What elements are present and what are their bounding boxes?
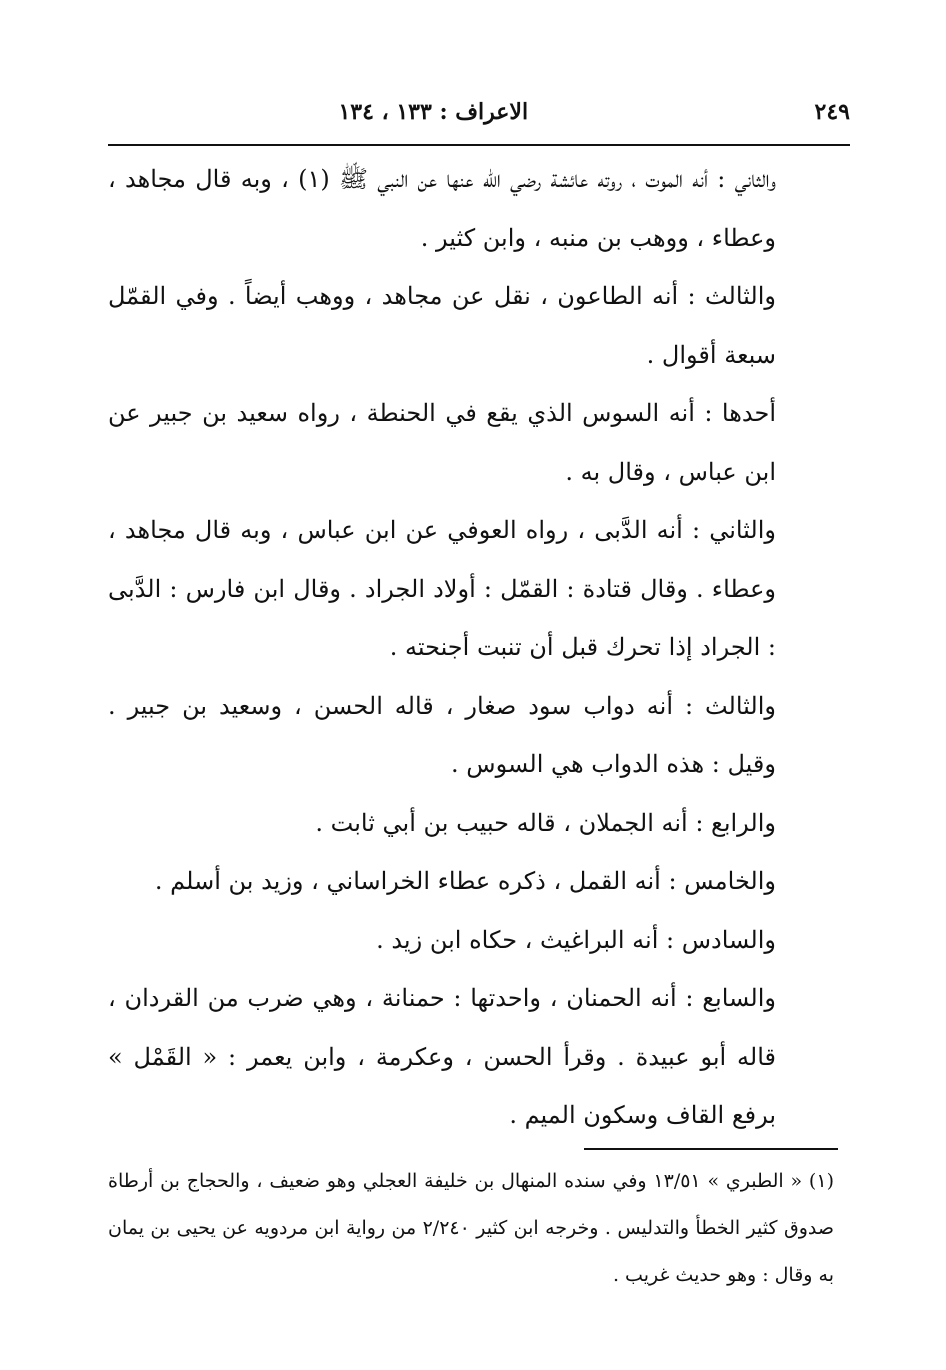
paragraph: والثاني : أنه الموت ، روته عائشة رضي الله عنها عن النبي ﷺ (١) ، وبه قال مجاهد ، وعطاء ، ووهب بن منبه ، وابن كثير . xyxy=(108,165,776,252)
paragraph: والسابع : أنه الحمنان ، واحدتها : حمنانة ، وهي ضرب من القردان ، قاله أبو عبيدة . وقرأ الحسن ، وعكرمة ، وابن يعمر : « القَمْل » برفع القاف وسكون الميم . xyxy=(108,984,776,1129)
header-rule xyxy=(108,144,850,146)
footnote-block xyxy=(108,1158,834,1299)
paragraph: والثاني : أنه الدَّبى ، رواه العوفي عن ابن عباس ، وبه قال مجاهد ، وعطاء . وقال قتادة : القمّل : أولاد الجراد . وقال ابن فارس : الدَّبى : الجراد إذا تحرك قبل أن تنبت أجنحته . xyxy=(108,516,776,661)
footnote: (١) « الطبري » ١٣/٥١ وفي سنده المنهال بن خليفة العجلي وهو ضعيف ، والحجاج بن أرطاة صدوق كثير الخطأ والتدليس . وخرجه ابن كثير ٢/٢٤٠ من رواية ابن مردويه عن يحيى بن يمان به وقال : وهو حديث غريب . xyxy=(108,1170,834,1286)
paragraph: والسادس : أنه البراغيث ، حكاه ابن زيد . xyxy=(376,925,776,954)
footnote-rule xyxy=(584,1148,838,1150)
running-header xyxy=(112,92,850,132)
page-number: ٢٤٩ xyxy=(814,99,850,125)
main-text xyxy=(108,150,838,1145)
paragraph: والثالث : أنه دواب سود صغار ، قاله الحسن ، وسعيد بن جبير . وقيل : هذه الدواب هي السوس . xyxy=(108,691,776,778)
paragraph: والثالث : أنه الطاعون ، نقل عن مجاهد ، ووهب أيضاً . وفي القمّل سبعة أقوال . xyxy=(108,282,776,369)
paragraph: والخامس : أنه القمل ، ذكره عطاء الخراساني ، وزيد بن أسلم . xyxy=(154,867,776,895)
paragraph: والرابع : أنه الجملان ، قاله حبيب بن أبي ثابت . xyxy=(315,808,776,837)
header-title: الاعراف : ١٣٣ ، ١٣٤ xyxy=(338,99,529,125)
paragraph: أحدها : أنه السوس الذي يقع في الحنطة ، رواه سعيد بن جبير عن ابن عباس ، وقال به . xyxy=(108,399,776,486)
